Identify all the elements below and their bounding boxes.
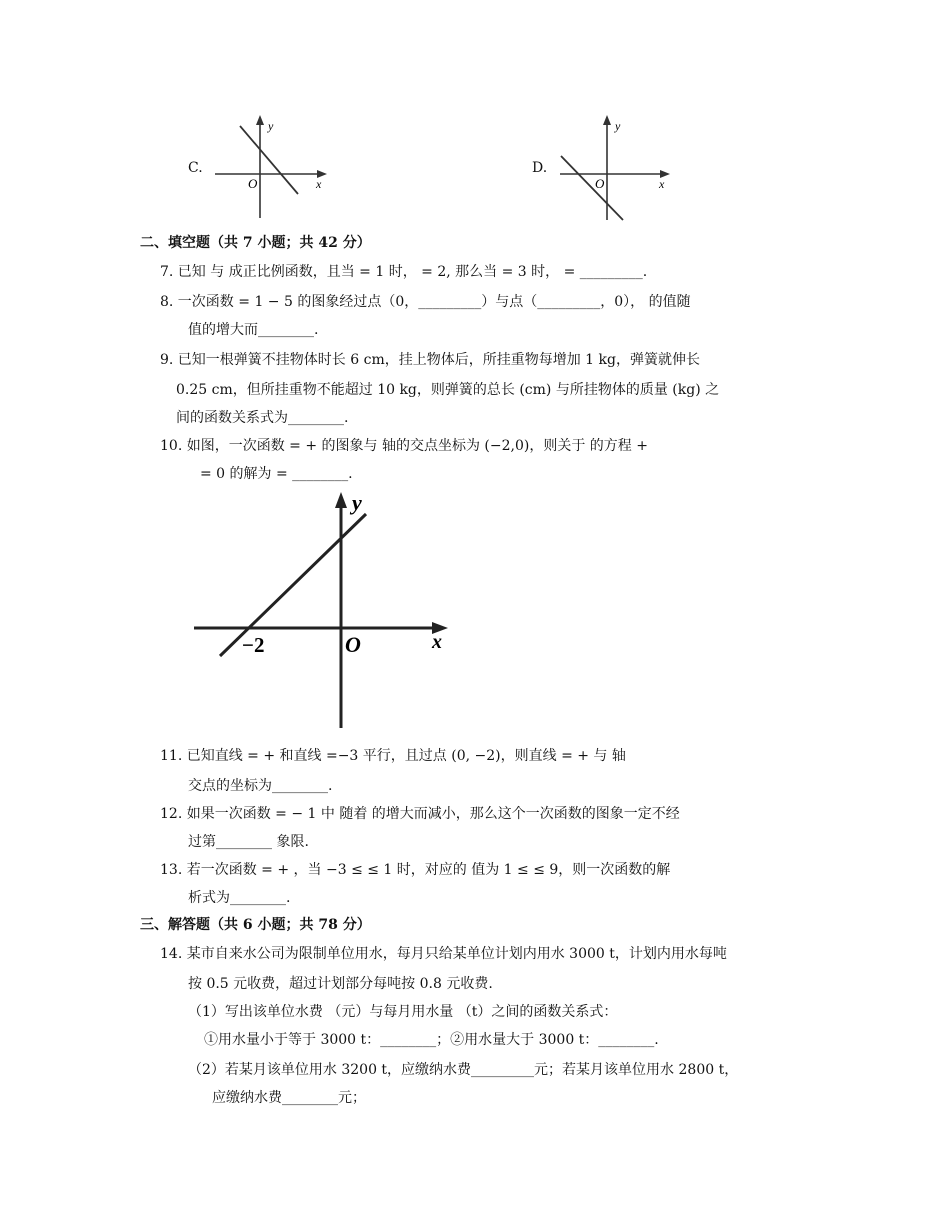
option-c-label: C. (188, 160, 203, 176)
option-d-y-label: y (615, 119, 621, 133)
q13-line-1: 13. 若一次函数 = + ，当 −3 ≤ ≤ 1 时，对应的 值为 1 ≤ ≤ 9，则一次函数的解 (160, 862, 671, 878)
section-3-title: 三、解答题（共 6 小题；共 78 分） (140, 917, 371, 933)
q13-line-2: 析式为________. (188, 890, 291, 906)
q8-line-2: 值的增大而________. (188, 322, 319, 338)
option-d-label: D. (532, 160, 548, 176)
q8-line-1: 8. 一次函数 = 1 − 5 的图象经过点（0，_________）与点（_________，0）， 的值随 (160, 294, 691, 310)
option-c-graph (210, 112, 335, 222)
option-c-x-label: x (316, 177, 322, 191)
q9-line-1: 9. 已知一根弹簧不挂物体时长 6 cm，挂上物体后，所挂重物每增加 1 kg，弹簧就伸长 (160, 352, 700, 368)
q10-graph (190, 488, 460, 733)
option-c-origin-label: O (248, 176, 258, 191)
option-c-y-arrow (256, 115, 264, 125)
q10-origin-label: O (345, 632, 361, 657)
section-2-title: 二、填空题（共 7 小题；共 42 分） (140, 235, 371, 251)
q7-line-1: 7. 已知 与 成正比例函数，且当 = 1 时， = 2, 那么当 = 3 时， = _________. (160, 264, 648, 280)
q14-sub-2b: 应缴纳水费________元； (212, 1090, 366, 1106)
q14-sub-2: （2）若某月该单位用水 3200 t，应缴纳水费_________元；若某月该单位用水 2800 t， (188, 1062, 739, 1078)
q9-line-3: 间的函数关系式为________. (176, 410, 349, 426)
option-c-y-label: y (268, 119, 274, 133)
q14-sub-1a: ①用水量小于等于 3000 t：________；②用水量大于 3000 t：________. (204, 1032, 659, 1048)
option-d-line (561, 156, 623, 220)
q11-line-1: 11. 已知直线 = + 和直线 =−3 平行，且过点 (0, −2)，则直线 = + 与 轴 (160, 748, 626, 764)
option-d-x-label: x (659, 177, 665, 191)
option-d-y-arrow (603, 115, 611, 125)
q11-line-2: 交点的坐标为________. (188, 778, 333, 794)
q10-line-1: 10. 如图，一次函数 = + 的图象与 轴的交点坐标为 (−2,0)，则关于 的方程 + (160, 438, 648, 454)
option-d-graph (555, 112, 680, 224)
option-d-origin-label: O (595, 176, 605, 191)
q14-line-1: 14. 某市自来水公司为限制单位用水，每月只给某单位计划内用水 3000 t，计划内用水每吨 (160, 946, 727, 962)
q10-line-2: = 0 的解为 = ________. (200, 466, 353, 482)
q12-line-2: 过第________ 象限. (188, 834, 309, 850)
q10-y-arrow (335, 492, 347, 508)
q14-line-2: 按 0.5 元收费，超过计划部分每吨按 0.8 元收费. (188, 976, 493, 992)
q9-line-2: 0.25 cm，但所挂重物不能超过 10 kg，则弹簧的总长 (cm) 与所挂物体的质量 (kg) 之 (176, 382, 720, 398)
q10-neg-two-label: −2 (242, 633, 265, 657)
q12-line-1: 12. 如果一次函数 = − 1 中 随着 的增大而减小，那么这个一次函数的图象一定不经 (160, 806, 680, 822)
q10-y-label: y (352, 490, 362, 515)
q14-sub-1: （1）写出该单位水费 （元）与每月用水量 （t）之间的函数关系式： (188, 1004, 618, 1020)
q10-x-label: x (432, 631, 442, 653)
